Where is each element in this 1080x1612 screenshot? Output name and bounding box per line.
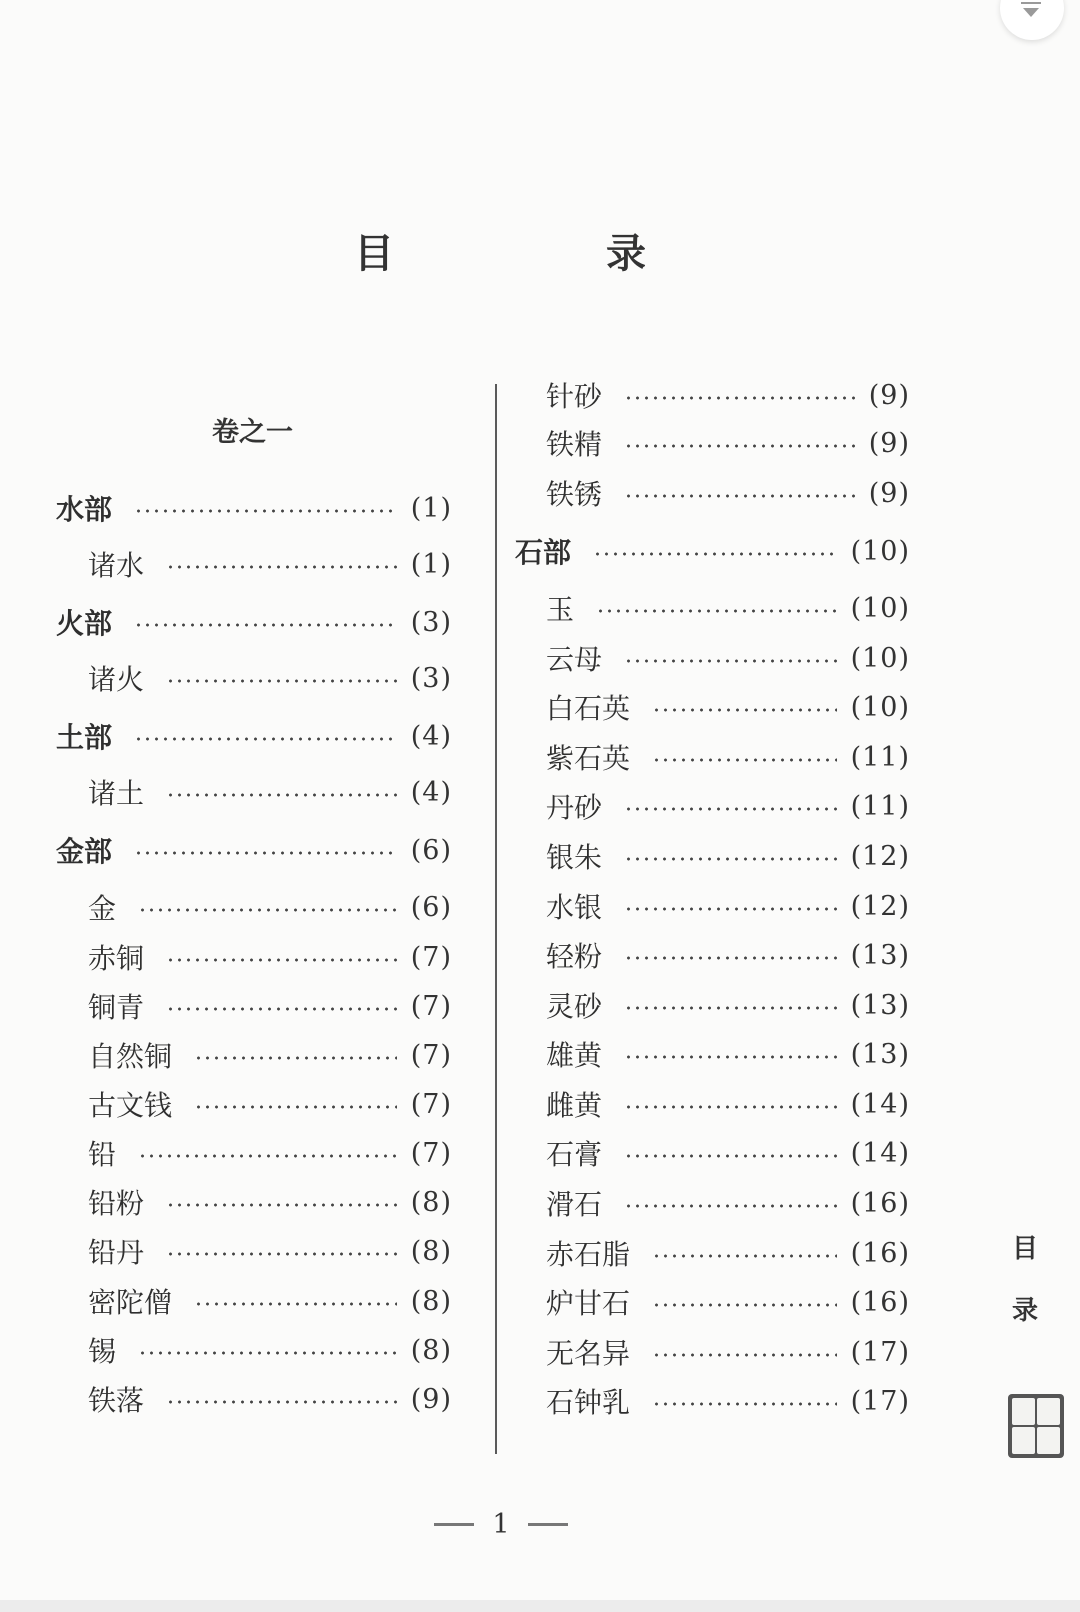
footer-dash-left bbox=[434, 1523, 474, 1526]
leader-dots bbox=[624, 396, 855, 400]
toc-entry-row[interactable] bbox=[88, 1330, 452, 1370]
leader-dots bbox=[138, 908, 397, 912]
chevron-down-icon bbox=[1023, 8, 1039, 17]
toc-entry-page: (14) bbox=[850, 1137, 910, 1169]
toc-entry-page: (16) bbox=[850, 1237, 910, 1269]
toc-entry-row[interactable] bbox=[88, 986, 452, 1026]
page-footer bbox=[426, 1504, 576, 1544]
toc-entry-page: (17) bbox=[850, 1385, 910, 1417]
toc-entry-row[interactable] bbox=[546, 1133, 910, 1173]
toc-section-row[interactable] bbox=[56, 488, 452, 528]
toc-entry-page: (11) bbox=[850, 790, 910, 822]
toc-entry-page: (11) bbox=[850, 741, 910, 773]
toc-entry-page: (14) bbox=[850, 1088, 910, 1120]
leader-dots bbox=[624, 1055, 837, 1059]
toc-entry-row[interactable] bbox=[546, 1084, 910, 1124]
toc-entry-row[interactable] bbox=[546, 836, 910, 876]
leader-dots bbox=[166, 958, 397, 962]
leader-dots bbox=[624, 807, 837, 811]
seal-stamp-icon bbox=[1008, 1394, 1064, 1458]
leader-dots bbox=[652, 1303, 837, 1307]
toc-entry-name: 石钟乳 bbox=[546, 1386, 631, 1419]
toc-entry-name: 诸土 bbox=[88, 777, 145, 810]
toc-entry-row[interactable] bbox=[546, 985, 910, 1025]
leader-dots bbox=[194, 1105, 397, 1109]
filter-bar-icon bbox=[1021, 2, 1041, 4]
toc-entry-page: (16) bbox=[850, 1187, 910, 1219]
toc-entry-page: (12) bbox=[850, 840, 910, 872]
toc-entry-page: (3) bbox=[410, 662, 452, 694]
toc-entry-name: 古文钱 bbox=[88, 1089, 173, 1122]
toc-entry-name: 铁锈 bbox=[546, 478, 603, 511]
toc-entry-name: 诸火 bbox=[88, 663, 145, 696]
toc-entry-page: (4) bbox=[410, 720, 452, 752]
toc-section-row[interactable] bbox=[56, 830, 452, 870]
column-divider bbox=[495, 384, 497, 1454]
leader-dots bbox=[624, 494, 855, 498]
toc-entry-name: 火部 bbox=[56, 607, 113, 640]
leader-dots bbox=[166, 1400, 397, 1404]
toc-entry-name: 丹砂 bbox=[546, 791, 603, 824]
toc-entry-page: (17) bbox=[850, 1336, 910, 1368]
leader-dots bbox=[166, 679, 397, 683]
toc-entry-page: (10) bbox=[850, 535, 910, 567]
side-label-mu: 目 bbox=[1011, 1234, 1038, 1264]
leader-dots bbox=[624, 1105, 837, 1109]
toc-entry-row[interactable] bbox=[88, 1231, 452, 1271]
toc-entry-row[interactable] bbox=[88, 1133, 452, 1173]
toc-entry-row[interactable] bbox=[546, 1183, 910, 1223]
toc-entry-page: (7) bbox=[410, 1137, 452, 1169]
leader-dots bbox=[596, 609, 837, 613]
leader-dots bbox=[194, 1302, 397, 1306]
toc-entry-row[interactable] bbox=[88, 1182, 452, 1222]
leader-dots bbox=[652, 1353, 837, 1357]
toc-entry-name: 石部 bbox=[515, 536, 572, 569]
toc-entry-name: 玉 bbox=[546, 593, 575, 626]
toc-entry-name: 灵砂 bbox=[546, 990, 603, 1023]
toc-section-row[interactable] bbox=[56, 716, 452, 756]
toc-entry-row[interactable] bbox=[546, 1034, 910, 1074]
toc-entry-name: 锡 bbox=[88, 1335, 117, 1368]
footer-dash-right bbox=[528, 1523, 568, 1526]
toc-entry-name: 金 bbox=[88, 892, 117, 925]
toc-entry-name: 雌黄 bbox=[546, 1089, 603, 1122]
leader-dots bbox=[138, 1154, 397, 1158]
toc-entry-row[interactable] bbox=[88, 937, 452, 977]
toc-entry-row[interactable] bbox=[88, 1379, 452, 1419]
toc-entry-row[interactable] bbox=[546, 1233, 910, 1273]
toc-entry-name: 水银 bbox=[546, 891, 603, 924]
toc-entry-row[interactable] bbox=[88, 544, 452, 584]
toc-entry-page: (8) bbox=[410, 1186, 452, 1218]
leader-dots bbox=[624, 444, 855, 448]
toc-entry-page: (1) bbox=[410, 492, 452, 524]
leader-dots bbox=[624, 659, 837, 663]
toc-entry-page: (9) bbox=[868, 427, 910, 459]
toc-entry-row[interactable] bbox=[546, 786, 910, 826]
toc-entry-name: 白石英 bbox=[546, 692, 631, 725]
toc-entry-row[interactable] bbox=[546, 473, 910, 513]
leader-dots bbox=[624, 907, 837, 911]
toc-entry-row[interactable] bbox=[88, 887, 452, 927]
leader-dots bbox=[194, 1056, 397, 1060]
filter-menu-button[interactable] bbox=[1000, 0, 1064, 40]
toc-entry-page: (10) bbox=[850, 642, 910, 674]
toc-entry-row[interactable] bbox=[546, 737, 910, 777]
leader-dots bbox=[624, 1204, 837, 1208]
toc-entry-page: (13) bbox=[850, 939, 910, 971]
toc-entry-name: 紫石英 bbox=[546, 742, 631, 775]
side-label-lu: 录 bbox=[1011, 1296, 1038, 1326]
leader-dots bbox=[166, 1203, 397, 1207]
leader-dots bbox=[624, 857, 837, 861]
leader-dots bbox=[138, 1351, 397, 1355]
toc-entry-row[interactable] bbox=[88, 658, 452, 698]
toc-entry-name: 铅 bbox=[88, 1138, 117, 1171]
toc-entry-row[interactable] bbox=[546, 1332, 910, 1372]
toc-entry-row[interactable] bbox=[546, 886, 910, 926]
leader-dots bbox=[652, 708, 837, 712]
toc-entry-name: 云母 bbox=[546, 643, 603, 676]
toc-entry-row[interactable] bbox=[546, 638, 910, 678]
toc-entry-name: 金部 bbox=[56, 835, 113, 868]
page-number: 1 bbox=[492, 1508, 510, 1540]
toc-entry-row[interactable] bbox=[546, 1381, 910, 1421]
toc-entry-name: 针砂 bbox=[546, 380, 603, 413]
toc-entry-name: 雄黄 bbox=[546, 1039, 603, 1072]
toc-entry-name: 铁落 bbox=[88, 1384, 145, 1417]
toc-entry-page: (9) bbox=[410, 1383, 452, 1415]
toc-entry-page: (7) bbox=[410, 1088, 452, 1120]
toc-entry-name: 滑石 bbox=[546, 1188, 603, 1221]
toc-entry-page: (16) bbox=[850, 1286, 910, 1318]
page-title: 目 录 bbox=[354, 230, 732, 277]
toc-entry-page: (4) bbox=[410, 776, 452, 808]
toc-section-row[interactable] bbox=[515, 531, 910, 571]
leader-dots bbox=[624, 956, 837, 960]
volume-heading: 卷之一 bbox=[212, 417, 293, 448]
toc-entry-name: 赤铜 bbox=[88, 942, 145, 975]
toc-entry-row[interactable] bbox=[546, 1282, 910, 1322]
toc-entry-page: (6) bbox=[410, 891, 452, 923]
leader-dots bbox=[166, 1007, 397, 1011]
leader-dots bbox=[166, 1252, 397, 1256]
toc-entry-name: 铜青 bbox=[88, 991, 145, 1024]
leader-dots bbox=[134, 623, 397, 627]
toc-entry-row[interactable] bbox=[88, 1035, 452, 1075]
toc-entry-name: 无名异 bbox=[546, 1337, 631, 1370]
bottom-strip bbox=[0, 1600, 1080, 1612]
toc-entry-page: (8) bbox=[410, 1285, 452, 1317]
leader-dots bbox=[652, 1254, 837, 1258]
toc-entry-page: (9) bbox=[868, 477, 910, 509]
leader-dots bbox=[624, 1154, 837, 1158]
toc-entry-row[interactable] bbox=[546, 423, 910, 463]
toc-entry-row[interactable] bbox=[546, 935, 910, 975]
leader-dots bbox=[624, 1006, 837, 1010]
toc-entry-page: (12) bbox=[850, 890, 910, 922]
toc-entry-name: 银朱 bbox=[546, 841, 603, 874]
leader-dots bbox=[652, 1402, 837, 1406]
toc-entry-row[interactable] bbox=[546, 687, 910, 727]
toc-entry-name: 铅粉 bbox=[88, 1187, 145, 1220]
toc-entry-name: 石膏 bbox=[546, 1138, 603, 1171]
leader-dots bbox=[134, 509, 397, 513]
leader-dots bbox=[134, 851, 397, 855]
toc-entry-page: (6) bbox=[410, 834, 452, 866]
toc-entry-row[interactable] bbox=[88, 1084, 452, 1124]
leader-dots bbox=[166, 793, 397, 797]
toc-section-row[interactable] bbox=[56, 602, 452, 642]
leader-dots bbox=[652, 758, 837, 762]
toc-entry-name: 水部 bbox=[56, 493, 113, 526]
toc-entry-page: (13) bbox=[850, 989, 910, 1021]
toc-entry-page: (3) bbox=[410, 606, 452, 638]
toc-entry-name: 轻粉 bbox=[546, 940, 603, 973]
toc-entry-page: (8) bbox=[410, 1334, 452, 1366]
toc-entry-row[interactable] bbox=[88, 1281, 452, 1321]
toc-entry-name: 赤石脂 bbox=[546, 1238, 631, 1271]
toc-entry-page: (7) bbox=[410, 990, 452, 1022]
toc-entry-page: (1) bbox=[410, 548, 452, 580]
toc-entry-name: 自然铜 bbox=[88, 1040, 173, 1073]
toc-entry-page: (10) bbox=[850, 691, 910, 723]
toc-entry-name: 诸水 bbox=[88, 549, 145, 582]
leader-dots bbox=[166, 565, 397, 569]
toc-entry-page: (7) bbox=[410, 941, 452, 973]
toc-entry-row[interactable] bbox=[546, 375, 910, 415]
toc-entry-row[interactable] bbox=[546, 588, 910, 628]
toc-entry-name: 土部 bbox=[56, 721, 113, 754]
leader-dots bbox=[593, 552, 837, 556]
toc-entry-page: (7) bbox=[410, 1039, 452, 1071]
toc-entry-page: (8) bbox=[410, 1235, 452, 1267]
toc-entry-name: 炉甘石 bbox=[546, 1287, 631, 1320]
toc-entry-name: 密陀僧 bbox=[88, 1286, 173, 1319]
toc-entry-page: (13) bbox=[850, 1038, 910, 1070]
leader-dots bbox=[134, 737, 397, 741]
toc-entry-row[interactable] bbox=[88, 772, 452, 812]
toc-entry-page: (9) bbox=[868, 379, 910, 411]
toc-entry-name: 铁精 bbox=[546, 428, 603, 461]
toc-entry-page: (10) bbox=[850, 592, 910, 624]
toc-entry-name: 铅丹 bbox=[88, 1236, 145, 1269]
